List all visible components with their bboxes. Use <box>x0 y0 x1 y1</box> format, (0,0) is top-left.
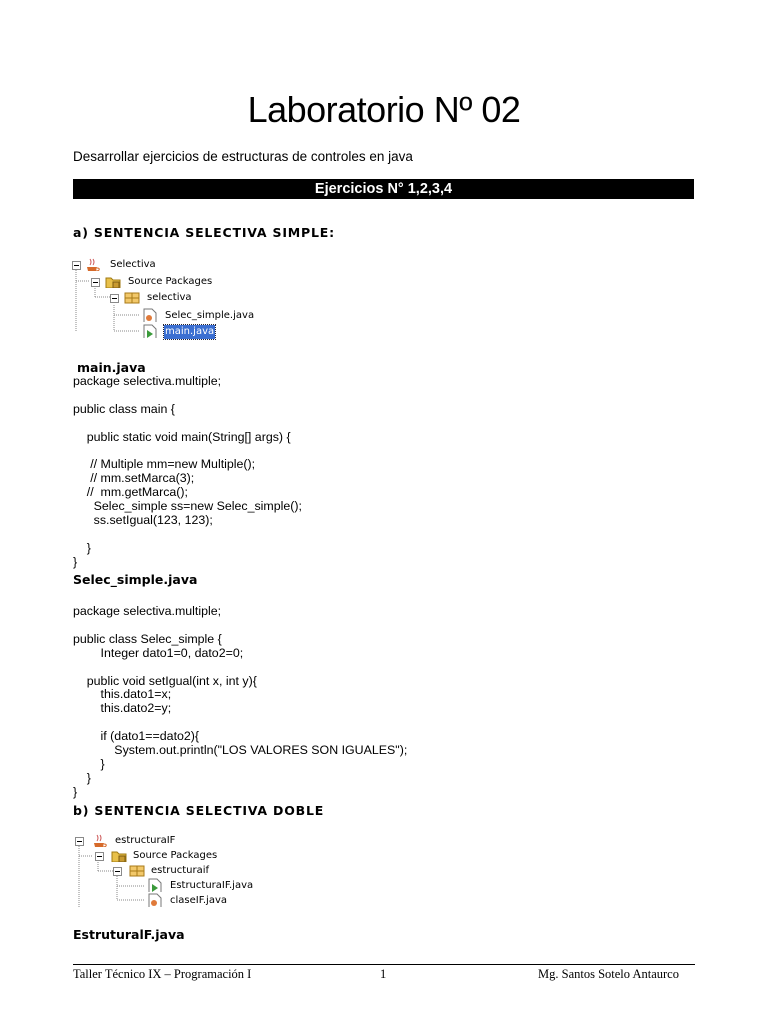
selec-simple-java-code: package selectiva.multiple; public class Selec_simple { Integer dato1=0, dato2=0; public void setIgual(int x, int y){ this.dato1=x; this.dato2=y; if (dato1==dato2){ System.out.println("LOS VALORES SON IGUALES"); } } } <box>73 604 408 799</box>
java-main-class-icon <box>147 878 163 892</box>
footer-page-number: 1 <box>380 967 387 981</box>
tree-source-packages-label[interactable]: Source Packages <box>128 276 213 287</box>
footer-course: Taller Técnico IX – Programación I <box>73 967 252 981</box>
java-file-icon <box>142 308 158 322</box>
tree-file-selec-simple[interactable]: Selec_simple.java <box>165 310 255 321</box>
tree-collapse-toggle-icon[interactable] <box>72 261 82 275</box>
tree-project-label[interactable]: Selectiva <box>110 259 156 270</box>
tree-package-label[interactable]: selectiva <box>147 292 192 303</box>
java-file-icon <box>147 893 163 907</box>
section-heading-a: a) SENTENCIA SELECTIVA SIMPLE: <box>73 225 335 240</box>
tree-collapse-toggle-icon[interactable] <box>75 837 85 851</box>
tree-collapse-toggle-icon[interactable] <box>113 867 123 881</box>
project-tree-selectiva <box>70 257 270 347</box>
exercise-banner: Ejercicios N° 1,2,3,4 <box>73 179 694 199</box>
tree-collapse-toggle-icon[interactable] <box>95 852 105 866</box>
main-java-code: package selectiva.multiple; public class main { public static void main(String[] args) { // Multiple mm=new Multiple(); // mm.setMarca(3); // mm.getMarca(); Selec_simple ss=new Selec_simple(); ss.setIgual(123, 123); } } <box>73 374 302 569</box>
tree-collapse-toggle-icon[interactable] <box>110 294 120 308</box>
tree-project-label[interactable]: estructuraIF <box>115 835 176 846</box>
footer-author: Mg. Santos Sotelo Antaurco <box>538 967 679 981</box>
source-packages-folder-icon <box>105 274 121 288</box>
tree-source-packages-label[interactable]: Source Packages <box>133 850 218 861</box>
section-heading-b: b) SENTENCIA SELECTIVA DOBLE <box>73 803 325 818</box>
tree-file-claseif[interactable]: claseIF.java <box>170 895 227 906</box>
tree-file-main[interactable]: main.java <box>165 326 215 337</box>
estructuraif-java-filename: EstruturalF.java <box>73 927 185 942</box>
java-project-icon <box>84 257 102 271</box>
selec-simple-java-filename: Selec_simple.java <box>73 572 198 587</box>
package-icon <box>124 290 140 304</box>
source-packages-folder-icon <box>111 848 127 862</box>
tree-collapse-toggle-icon[interactable] <box>91 278 101 292</box>
tree-file-estructuraif[interactable]: EstructuraIF.java <box>170 880 254 891</box>
main-java-filename: main.java <box>77 360 146 375</box>
package-icon <box>129 863 145 877</box>
footer-divider <box>73 964 695 965</box>
document-subtitle: Desarrollar ejercicios de estructuras de controles en java <box>73 149 413 164</box>
java-main-class-icon <box>142 324 158 338</box>
tree-package-label[interactable]: estructuraif <box>151 865 210 876</box>
java-project-icon <box>91 833 109 847</box>
project-tree-estructuraif <box>73 832 293 912</box>
document-title: Laboratorio Nº 02 <box>247 89 521 130</box>
